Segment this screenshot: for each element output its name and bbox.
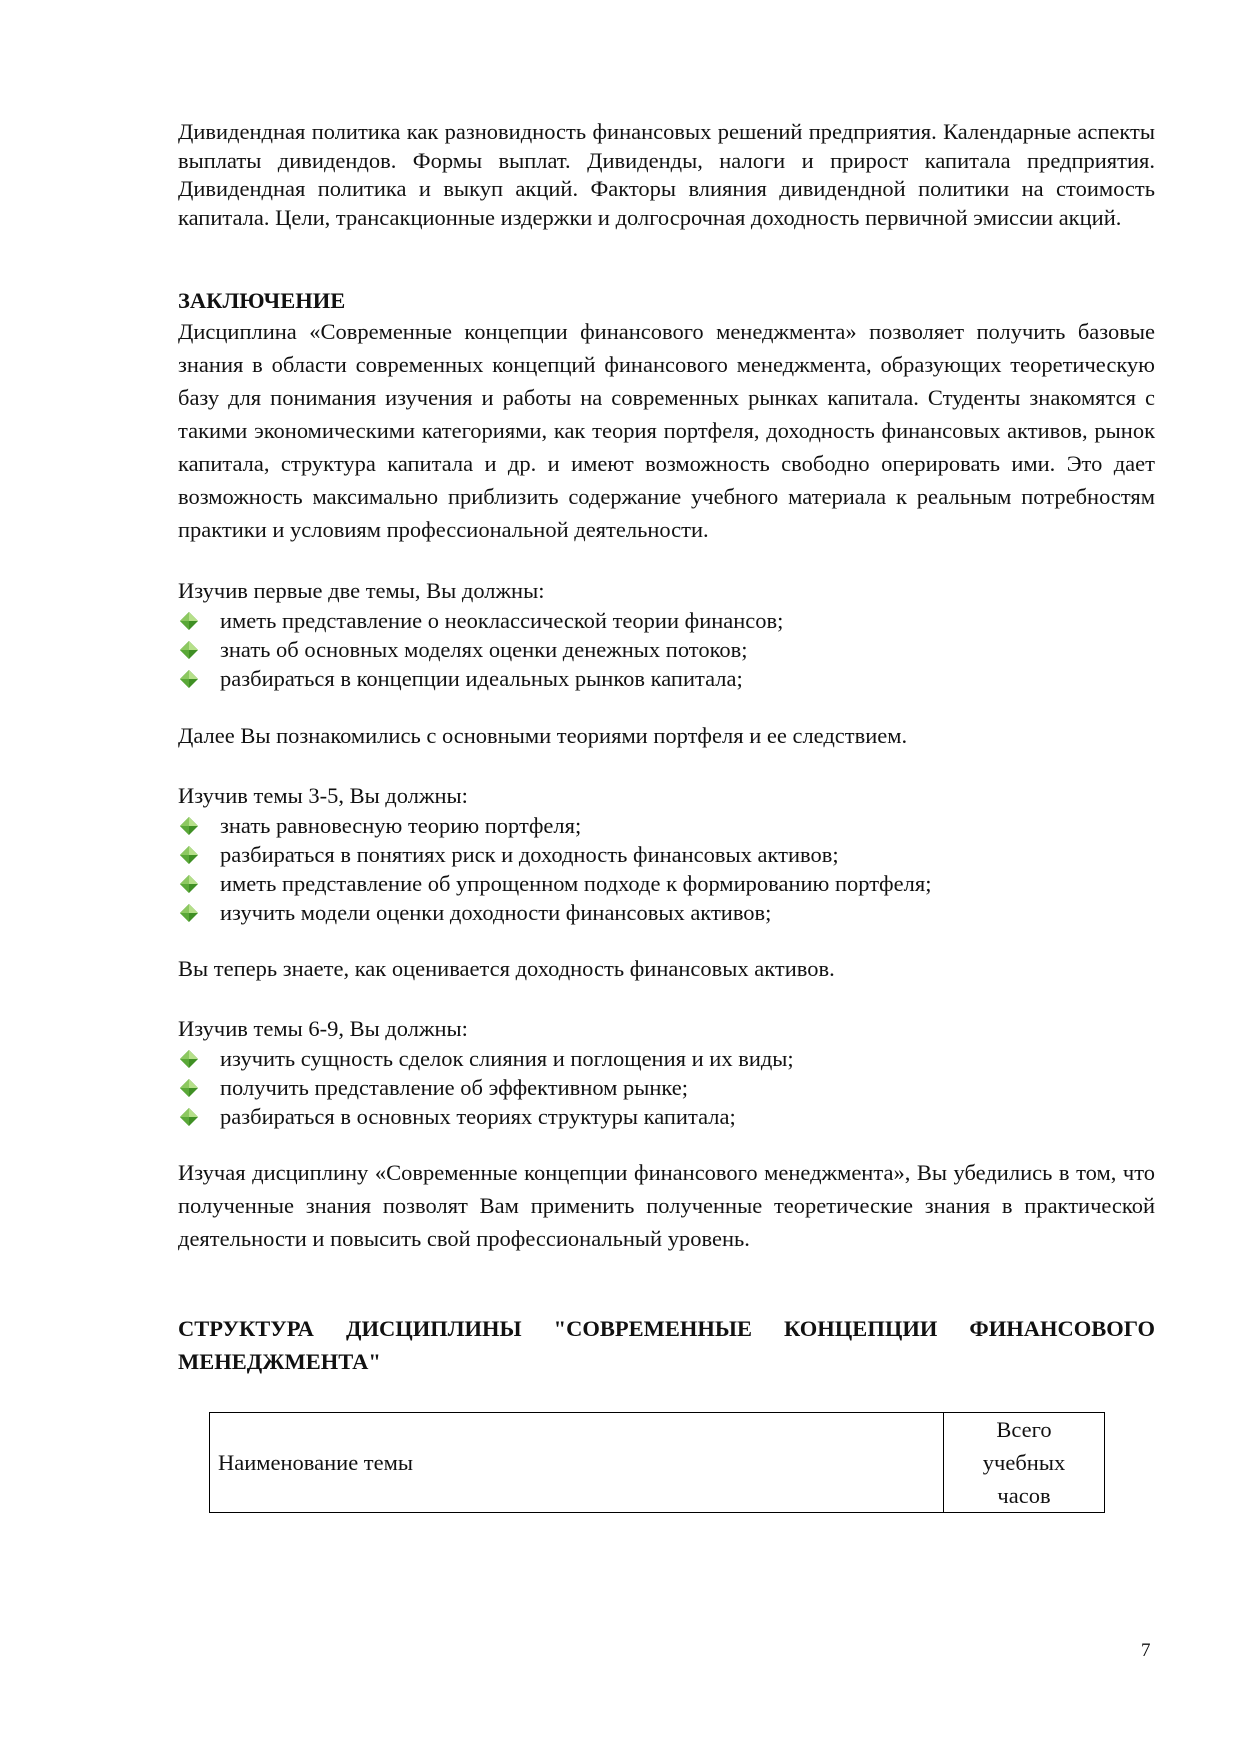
block1-after: Далее Вы познакомились с основными теориями портфеля и ее следствием. [178, 723, 908, 748]
list-item: иметь представление об упрощенном подходе к формированию портфеля; [178, 869, 1155, 898]
list-item: знать равновесную теорию портфеля; [178, 811, 1155, 840]
list-item: получить представление об эффективном рынке; [178, 1073, 1155, 1102]
structure-heading: СТРУКТУРА ДИСЦИПЛИНЫ "СОВРЕМЕННЫЕ КОНЦЕПЦИИ ФИНАНСОВОГО МЕНЕДЖМЕНТА" [178, 1316, 1155, 1374]
page-number: 7 [1141, 1640, 1151, 1661]
table-header-cell: Всего учебных часов [944, 1413, 1105, 1513]
block1-list [178, 606, 1155, 693]
intro-paragraph: Дивидендная политика как разновидность финансовых решений предприятия. Календарные аспекты выплаты дивидендов. Формы выплат. Дивиденды, налоги и прирост капитала предприятия. Дивидендная политика и выкуп акций. Факторы влияния дивидендной политики на стоимость капитала. Цели, трансакционные издержки и долгосрочная доходность первичной эмиссии акций. [178, 119, 1155, 230]
block2-list [178, 811, 1155, 927]
green-diamond-icon [180, 817, 198, 835]
green-diamond-icon [180, 1108, 198, 1126]
list-item: иметь представление о неоклассической теории финансов; [178, 606, 1155, 635]
closing-paragraph: Изучая дисциплину «Современные концепции финансового менеджмента», Вы убедились в том, что полученные знания позволят Вам применить полученные теоретические знания в практической деятельности и повысить свой профессиональный уровень. [178, 1160, 1155, 1251]
green-diamond-icon [180, 670, 198, 688]
table-row [210, 1413, 1105, 1513]
green-diamond-icon [180, 612, 198, 630]
document-page [178, 118, 1155, 1513]
structure-table [209, 1412, 1105, 1513]
conclusion-paragraph: Дисциплина «Современные концепции финансового менеджмента» позволяет получить базовые знания в области современных концепций финансового менеджмента, образующих теоретическую базу для понимания изучения и работы на современных рынках капитала. Студенты знакомятся с такими экономическими категориями, как теория портфеля, доходность финансовых активов, рынок капитала, структура капитала и др. и имеют возможность свободно оперировать ими. Это дает возможность максимально приблизить содержание учебного материала к реальным потребностям практики и условиям профессиональной деятельности. [178, 319, 1155, 542]
conclusion-heading: ЗАКЛЮЧЕНИЕ [178, 288, 346, 313]
green-diamond-icon [180, 1050, 198, 1068]
table-header-cell: Наименование темы [210, 1413, 944, 1513]
block2-lead: Изучив темы 3-5, Вы должны: [178, 783, 468, 808]
list-item: разбираться в концепции идеальных рынков капитала; [178, 664, 1155, 693]
list-item: изучить сущность сделок слияния и поглощения и их виды; [178, 1044, 1155, 1073]
list-item: знать об основных моделях оценки денежных потоков; [178, 635, 1155, 664]
list-item: изучить модели оценки доходности финансовых активов; [178, 898, 1155, 927]
list-item: разбираться в основных теориях структуры капитала; [178, 1102, 1155, 1131]
green-diamond-icon [180, 875, 198, 893]
block3-lead: Изучив темы 6-9, Вы должны: [178, 1016, 468, 1041]
list-item: разбираться в понятиях риск и доходность финансовых активов; [178, 840, 1155, 869]
green-diamond-icon [180, 846, 198, 864]
green-diamond-icon [180, 1079, 198, 1097]
green-diamond-icon [180, 904, 198, 922]
green-diamond-icon [180, 641, 198, 659]
block3-list [178, 1044, 1155, 1131]
block1-lead: Изучив первые две темы, Вы должны: [178, 578, 545, 603]
block2-after: Вы теперь знаете, как оценивается доходность финансовых активов. [178, 956, 835, 981]
